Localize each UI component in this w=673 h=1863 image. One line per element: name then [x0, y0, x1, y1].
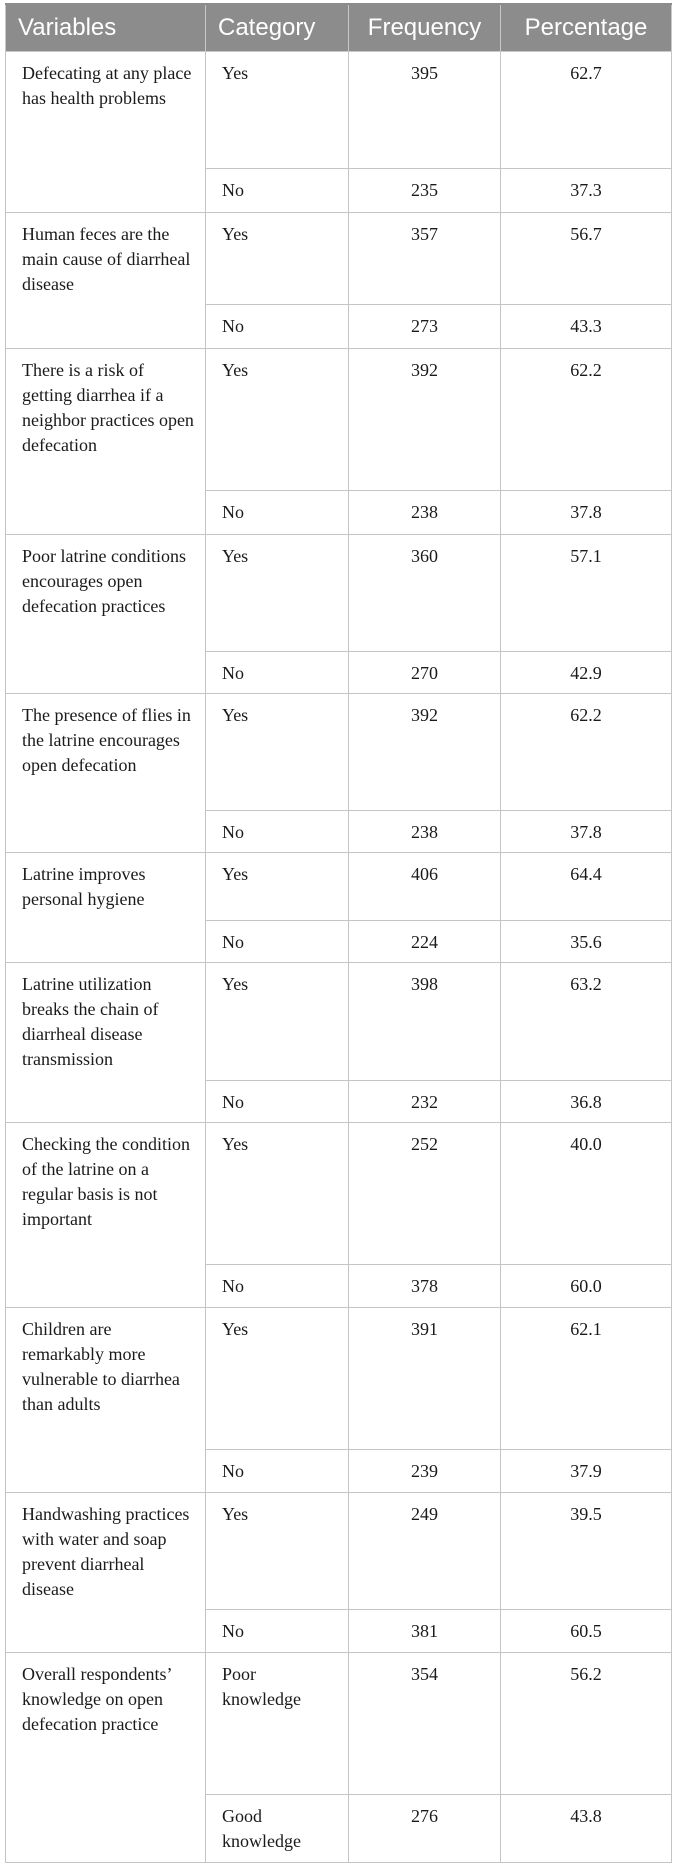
category-cell: No: [206, 921, 349, 963]
category-cell: Yes: [206, 694, 349, 811]
table-row: [6, 52, 672, 169]
knowledge-table: [5, 3, 672, 1863]
percentage-cell: 43.8: [501, 1795, 672, 1863]
category-cell: Yes: [206, 52, 349, 169]
category-cell: Yes: [206, 213, 349, 305]
category-cell: Yes: [206, 1123, 349, 1265]
header-category: Category: [206, 4, 349, 52]
percentage-cell: 62.1: [501, 1308, 672, 1450]
category-cell: Yes: [206, 1493, 349, 1610]
frequency-cell: 273: [349, 305, 501, 349]
table-row: [6, 1493, 672, 1610]
percentage-cell: 37.8: [501, 491, 672, 535]
header-percentage: Percentage: [501, 4, 672, 52]
frequency-cell: 357: [349, 213, 501, 305]
variable-cell: Latrine improves personal hygiene: [6, 853, 206, 963]
table-row: [6, 853, 672, 921]
table-row: [6, 213, 672, 305]
table-row: [6, 1308, 672, 1450]
percentage-cell: 63.2: [501, 963, 672, 1081]
percentage-cell: 57.1: [501, 535, 672, 652]
frequency-cell: 354: [349, 1653, 501, 1795]
frequency-cell: 252: [349, 1123, 501, 1265]
percentage-cell: 39.5: [501, 1493, 672, 1610]
percentage-cell: 36.8: [501, 1081, 672, 1123]
category-cell: No: [206, 169, 349, 213]
header-row: [6, 4, 672, 52]
category-cell: No: [206, 1265, 349, 1308]
category-cell: Yes: [206, 535, 349, 652]
category-cell: Poor knowledge: [206, 1653, 349, 1795]
frequency-cell: 276: [349, 1795, 501, 1863]
variable-cell: Latrine utilization breaks the chain of diarrheal disease transmission: [6, 963, 206, 1123]
table-row: [6, 535, 672, 652]
percentage-cell: 60.5: [501, 1610, 672, 1653]
table-row: [6, 963, 672, 1081]
variable-cell: Human feces are the main cause of diarrheal disease: [6, 213, 206, 349]
percentage-cell: 62.7: [501, 52, 672, 169]
frequency-cell: 224: [349, 921, 501, 963]
category-cell: Yes: [206, 1308, 349, 1450]
percentage-cell: 64.4: [501, 853, 672, 921]
table-row: [6, 1123, 672, 1265]
percentage-cell: 62.2: [501, 694, 672, 811]
percentage-cell: 56.2: [501, 1653, 672, 1795]
percentage-cell: 56.7: [501, 213, 672, 305]
variable-cell: There is a risk of getting diarrhea if a neighbor practices open defecation: [6, 349, 206, 535]
variable-cell: Defecating at any place has health problems: [6, 52, 206, 213]
frequency-cell: 391: [349, 1308, 501, 1450]
frequency-cell: 381: [349, 1610, 501, 1653]
frequency-cell: 235: [349, 169, 501, 213]
category-cell: No: [206, 1450, 349, 1493]
variable-cell: Poor latrine conditions encourages open defecation practices: [6, 535, 206, 694]
variable-cell: Overall respondents’ knowledge on open defecation practice: [6, 1653, 206, 1863]
variable-cell: Children are remarkably more vulnerable to diarrhea than adults: [6, 1308, 206, 1493]
header-variables: Variables: [6, 4, 206, 52]
frequency-cell: 249: [349, 1493, 501, 1610]
frequency-cell: 238: [349, 491, 501, 535]
category-cell: No: [206, 1610, 349, 1653]
frequency-cell: 392: [349, 349, 501, 491]
percentage-cell: 37.9: [501, 1450, 672, 1493]
category-cell: No: [206, 652, 349, 694]
frequency-cell: 392: [349, 694, 501, 811]
frequency-cell: 398: [349, 963, 501, 1081]
percentage-cell: 37.3: [501, 169, 672, 213]
percentage-cell: 43.3: [501, 305, 672, 349]
frequency-cell: 270: [349, 652, 501, 694]
percentage-cell: 37.8: [501, 811, 672, 853]
percentage-cell: 35.6: [501, 921, 672, 963]
table-row: [6, 694, 672, 811]
category-cell: Yes: [206, 853, 349, 921]
percentage-cell: 62.2: [501, 349, 672, 491]
percentage-cell: 40.0: [501, 1123, 672, 1265]
variable-cell: Checking the condition of the latrine on a regular basis is not important: [6, 1123, 206, 1308]
frequency-cell: 378: [349, 1265, 501, 1308]
percentage-cell: 60.0: [501, 1265, 672, 1308]
table-row: [6, 1653, 672, 1795]
frequency-cell: 360: [349, 535, 501, 652]
frequency-cell: 395: [349, 52, 501, 169]
category-cell: Yes: [206, 349, 349, 491]
variable-cell: The presence of flies in the latrine encourages open defecation: [6, 694, 206, 853]
category-cell: Good knowledge: [206, 1795, 349, 1863]
percentage-cell: 42.9: [501, 652, 672, 694]
frequency-cell: 238: [349, 811, 501, 853]
variable-cell: Handwashing practices with water and soap prevent diarrheal disease: [6, 1493, 206, 1653]
category-cell: No: [206, 1081, 349, 1123]
frequency-cell: 239: [349, 1450, 501, 1493]
category-cell: No: [206, 491, 349, 535]
category-cell: Yes: [206, 963, 349, 1081]
category-cell: No: [206, 305, 349, 349]
header-frequency: Frequency: [349, 4, 501, 52]
frequency-cell: 232: [349, 1081, 501, 1123]
frequency-cell: 406: [349, 853, 501, 921]
category-cell: No: [206, 811, 349, 853]
table-row: [6, 349, 672, 491]
